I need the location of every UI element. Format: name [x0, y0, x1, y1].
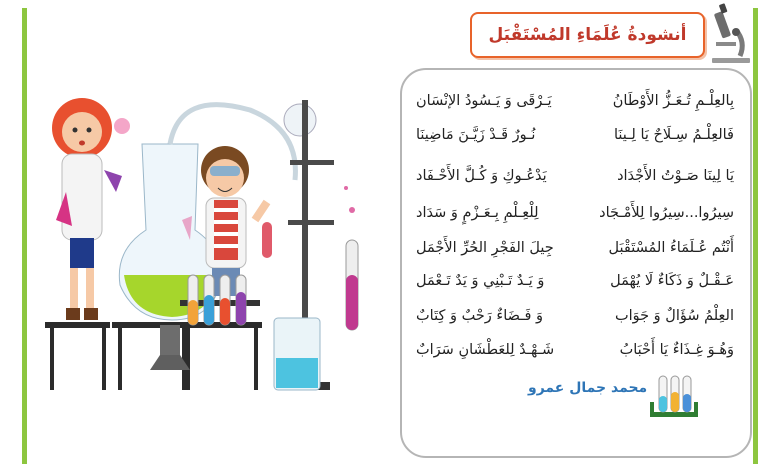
poem-title-box — [470, 12, 705, 58]
verse-3-right: يَا لِينَا صَـوْتُ الأَجْدَاد — [617, 168, 734, 184]
children-lab-illustration — [30, 70, 370, 400]
verse-8-right: وَهُـوَ غِـذَاءٌ يَا أَحْبَابُ — [619, 342, 734, 358]
verse-7-left: وَ فَـضَاءٌ رَحْبٌ وَ كِتَابٌ — [416, 308, 543, 324]
author-name: محمد جمال عمرو — [528, 380, 648, 396]
verse-5 — [416, 233, 734, 263]
test-tubes-icon — [646, 372, 702, 422]
verse-1-left: يَـرْقَى وَ يَـسُودُ الإنْسَان — [416, 93, 552, 109]
verse-2-left: نُـورٌ قَـدْ زَيَّـنَ مَاضِينَا — [416, 127, 536, 143]
poem-title: أنشودةُ عُلَمَاءِ المُسْتَقْبَل — [488, 25, 687, 45]
verse-4 — [416, 198, 734, 228]
verse-2-right: فَالعِلْـمُ سِـلَاحٌ يَا لِـينَا — [614, 127, 734, 143]
verse-6-right: عَـقْـلٌ وَ ذَكَاءٌ لَا يُهْمَل — [610, 273, 734, 289]
verse-7 — [416, 301, 734, 331]
verse-1 — [416, 86, 734, 116]
verse-4-left: لِلْعِـلْمِ بِـعَـزْمٍ وَ سَدَاد — [416, 205, 539, 221]
verse-6-left: وَ يَـدٌ تَـبْنِي وَ يَدٌ تَـعْمَل — [416, 273, 545, 289]
verse-1-right: بِالعِلْـمِ تُـعَـزُّ الأَوْطَانُ — [612, 93, 734, 109]
verse-5-left: جِيلَ الفَجْرِ الحُرِّ الأَجْمَل — [416, 240, 554, 256]
verse-3-left: يَدْعُـوكِ وَ كُـلَّ الأَحْـفَاد — [416, 168, 547, 184]
verse-5-right: أَنْتُم عُـلَمَاءُ المُسْتَقْبَل — [608, 240, 734, 256]
verse-8-left: شَـهْـدٌ لِلعَطْشَانِ سَرَابٌ — [416, 342, 555, 358]
verse-3 — [416, 161, 734, 191]
verse-8 — [416, 335, 734, 365]
verse-6 — [416, 266, 734, 296]
verse-7-right: العِلْمُ سُؤَالٌ وَ جَوَاب — [614, 308, 734, 324]
verse-4-right: سِيرُوا...سِيرُوا لِلأَمْـجَاد — [599, 205, 734, 221]
verse-2 — [416, 120, 734, 150]
microscope-icon — [706, 2, 756, 64]
